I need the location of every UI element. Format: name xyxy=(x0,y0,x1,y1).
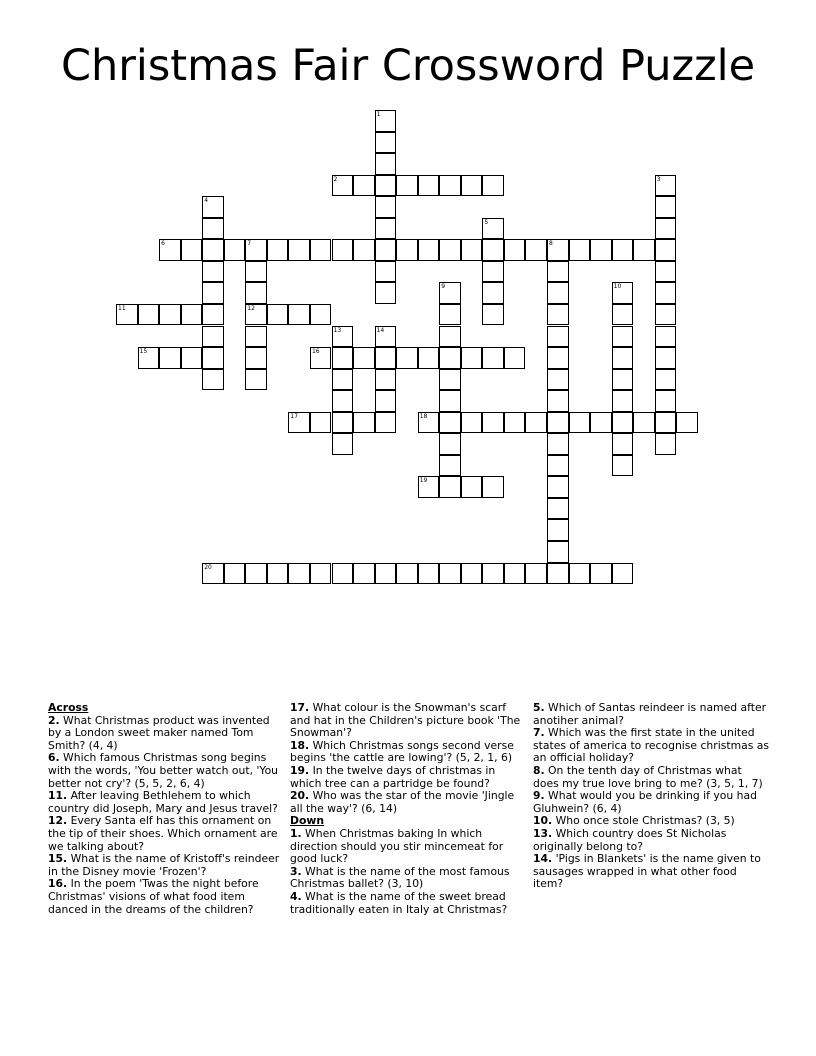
clue-number: 3 xyxy=(656,175,661,183)
clue-number: 11 xyxy=(118,304,126,312)
grid-cell[interactable] xyxy=(439,239,461,261)
grid-cell[interactable] xyxy=(224,239,246,261)
grid-cell[interactable] xyxy=(418,563,440,585)
grid-cell[interactable] xyxy=(439,412,461,434)
grid-cell[interactable] xyxy=(439,282,461,304)
clue xyxy=(290,765,526,790)
grid-cell[interactable] xyxy=(332,390,354,412)
grid-cell[interactable] xyxy=(288,412,310,434)
grid-cell[interactable] xyxy=(439,175,461,197)
clue-number: 12 xyxy=(247,304,255,312)
grid-cell[interactable] xyxy=(332,412,354,434)
grid-cell[interactable] xyxy=(655,390,677,412)
clue xyxy=(533,790,769,815)
grid-cell[interactable] xyxy=(676,412,698,434)
clue-text: 'Pigs in Blankets' is the name given to sausages wrapped in what other food item? xyxy=(533,852,761,891)
grid-cell[interactable] xyxy=(655,239,677,261)
page-title: Christmas Fair Crossword Puzzle xyxy=(60,41,756,91)
clues-column-2 xyxy=(290,702,526,916)
grid-cell[interactable] xyxy=(655,282,677,304)
grid-cell[interactable] xyxy=(116,304,138,326)
grid-cell[interactable] xyxy=(202,304,224,326)
grid-cell[interactable] xyxy=(655,326,677,348)
grid-cell[interactable] xyxy=(202,218,224,240)
grid-cell[interactable] xyxy=(547,433,569,455)
grid-cell[interactable] xyxy=(245,563,267,585)
grid-cell[interactable] xyxy=(482,175,504,197)
grid-cell[interactable] xyxy=(569,563,591,585)
clues-column-1 xyxy=(48,702,284,916)
grid-cell[interactable] xyxy=(482,218,504,240)
grid-cell[interactable] xyxy=(547,541,569,563)
clue xyxy=(48,853,284,878)
clue xyxy=(290,740,526,765)
grid-cell[interactable] xyxy=(612,347,634,369)
grid-cell[interactable] xyxy=(525,563,547,585)
clue-text: Who once stole Christmas? (3, 5) xyxy=(552,814,735,828)
clue xyxy=(290,790,526,815)
clue-text: Which of Santas reindeer is named after anotiher animal? xyxy=(533,701,767,727)
clue-number: 9 xyxy=(441,283,446,291)
clue xyxy=(290,702,526,740)
clue-text: Who was the star of the movie 'Jingle all the way'? (6, 14) xyxy=(290,789,515,815)
grid-cell[interactable] xyxy=(547,347,569,369)
grid-cell[interactable] xyxy=(332,369,354,391)
grid-cell[interactable] xyxy=(202,563,224,585)
clue xyxy=(48,878,284,916)
clue-number: 7 xyxy=(247,240,252,248)
clue xyxy=(48,815,284,853)
grid-cell[interactable] xyxy=(482,282,504,304)
grid-cell[interactable] xyxy=(245,347,267,369)
clue xyxy=(533,702,769,727)
grid-cell[interactable] xyxy=(375,563,397,585)
grid-cell[interactable] xyxy=(332,563,354,585)
grid-cell[interactable] xyxy=(396,239,418,261)
clue-label: 10. xyxy=(533,814,553,828)
clue-number: 20 xyxy=(204,563,212,571)
grid-cell[interactable] xyxy=(547,455,569,477)
clue-label: 18. xyxy=(290,738,310,752)
grid-cell[interactable] xyxy=(547,369,569,391)
clue xyxy=(290,828,526,866)
grid-cell[interactable] xyxy=(310,304,332,326)
grid-cell[interactable] xyxy=(396,175,418,197)
grid-cell[interactable] xyxy=(375,239,397,261)
grid-cell[interactable] xyxy=(245,369,267,391)
grid-cell[interactable] xyxy=(375,412,397,434)
grid-cell[interactable] xyxy=(547,563,569,585)
grid-cell[interactable] xyxy=(461,563,483,585)
grid-cell[interactable] xyxy=(310,412,332,434)
clue-text: Which country does St Nicholas originally belong to? xyxy=(533,826,727,853)
grid-cell[interactable] xyxy=(181,347,203,369)
grid-cell[interactable] xyxy=(547,239,569,261)
clue xyxy=(533,853,769,891)
grid-cell[interactable] xyxy=(418,239,440,261)
grid-cell[interactable] xyxy=(612,369,634,391)
grid-cell[interactable] xyxy=(288,563,310,585)
grid-cell[interactable] xyxy=(267,563,289,585)
clue xyxy=(533,727,769,765)
grid-cell[interactable] xyxy=(633,412,655,434)
grid-cell[interactable] xyxy=(353,412,375,434)
clue-number: 17 xyxy=(290,412,299,420)
grid-cell[interactable] xyxy=(181,239,203,261)
grid-cell[interactable] xyxy=(159,239,181,261)
grid-cell[interactable] xyxy=(547,519,569,541)
down-heading: Down xyxy=(290,814,325,828)
grid-cell[interactable] xyxy=(375,196,397,218)
grid-cell[interactable] xyxy=(655,261,677,283)
grid-cell[interactable] xyxy=(655,369,677,391)
grid-cell[interactable] xyxy=(332,347,354,369)
grid-cell[interactable] xyxy=(655,175,677,197)
grid-cell[interactable] xyxy=(612,390,634,412)
clue-label: 7. xyxy=(533,726,545,740)
grid-cell[interactable] xyxy=(181,304,203,326)
grid-cell[interactable] xyxy=(569,412,591,434)
grid-cell[interactable] xyxy=(547,282,569,304)
clue-number: 19 xyxy=(419,477,428,485)
grid-cell[interactable] xyxy=(439,476,461,498)
clue-text: Which Christmas songs second verse begins 'the cattle are lowing'? (5, 2, 1, 6) xyxy=(290,738,514,765)
grid-cell[interactable] xyxy=(439,326,461,348)
clue-text: Every Santa elf has this ornament on the tip of their shoes. Which ornament are we talking about? xyxy=(48,814,278,853)
grid-cell[interactable] xyxy=(353,239,375,261)
grid-cell[interactable] xyxy=(202,261,224,283)
clue-label: 17. xyxy=(290,701,310,714)
grid-cell[interactable] xyxy=(375,261,397,283)
grid-cell[interactable] xyxy=(418,347,440,369)
grid-cell[interactable] xyxy=(353,175,375,197)
grid-cell[interactable] xyxy=(396,563,418,585)
grid-cell[interactable] xyxy=(202,196,224,218)
grid-cell[interactable] xyxy=(245,239,267,261)
grid-cell[interactable] xyxy=(547,261,569,283)
clue-text: In the poem 'Twas the night before Christmas' visions of what food item danced in the dreams of the children? xyxy=(48,877,259,916)
grid-cell[interactable] xyxy=(353,563,375,585)
grid-cell[interactable] xyxy=(267,304,289,326)
grid-cell[interactable] xyxy=(461,347,483,369)
grid-cell[interactable] xyxy=(332,433,354,455)
grid-cell[interactable] xyxy=(547,412,569,434)
grid-cell[interactable] xyxy=(202,369,224,391)
clue-label: 9. xyxy=(533,789,545,803)
clue-label: 6. xyxy=(48,751,60,765)
clue-label: 20. xyxy=(290,789,310,803)
grid-cell[interactable] xyxy=(590,239,612,261)
clue-text: What colour is the Snowman's scarf and hat in the Children's picture book 'The Snowman'? xyxy=(290,701,521,740)
clue-text: After leaving Bethlehem to which country did Joseph, Mary and Jesus travel? xyxy=(48,789,278,815)
clue-text: What would you be drinking if you had Gluhwein? (6, 4) xyxy=(533,789,757,815)
grid-cell[interactable] xyxy=(655,196,677,218)
clue-number: 18 xyxy=(419,412,428,420)
grid-cell[interactable] xyxy=(655,304,677,326)
grid-cell[interactable] xyxy=(504,347,526,369)
grid-cell[interactable] xyxy=(310,347,332,369)
grid-cell[interactable] xyxy=(612,304,634,326)
grid-cell[interactable] xyxy=(375,369,397,391)
clues-column-3 xyxy=(533,702,769,891)
clue-number: 14 xyxy=(376,326,385,334)
clue-number: 13 xyxy=(333,326,342,334)
grid-cell[interactable] xyxy=(202,239,224,261)
grid-cell[interactable] xyxy=(482,412,504,434)
clue-label: 5. xyxy=(533,701,545,714)
grid-cell[interactable] xyxy=(547,476,569,498)
grid-cell[interactable] xyxy=(310,563,332,585)
grid-cell[interactable] xyxy=(159,304,181,326)
clue xyxy=(48,715,284,753)
grid-cell[interactable] xyxy=(375,110,397,132)
grid-cell[interactable] xyxy=(332,239,354,261)
grid-cell[interactable] xyxy=(375,390,397,412)
clue-text: What is the name of the most famous Christmas ballet? (3, 10) xyxy=(290,864,510,891)
clue-text: On the tenth day of Christmas what does my true love bring to me? (3, 5, 1, 7) xyxy=(533,763,763,790)
down-clue-list-continued xyxy=(533,702,769,891)
grid-cell[interactable] xyxy=(439,304,461,326)
clue-number: 16 xyxy=(311,348,320,356)
grid-cell[interactable] xyxy=(202,282,224,304)
clue-number: 10 xyxy=(613,283,622,291)
grid-cell[interactable] xyxy=(418,412,440,434)
grid-cell[interactable] xyxy=(525,239,547,261)
clue-label: 8. xyxy=(533,763,545,777)
grid-cell[interactable] xyxy=(655,347,677,369)
grid-cell[interactable] xyxy=(138,347,160,369)
grid-cell[interactable] xyxy=(547,304,569,326)
clue-label: 16. xyxy=(48,877,68,891)
clue-label: 3. xyxy=(290,864,302,878)
clue xyxy=(48,752,284,790)
across-heading: Across xyxy=(48,701,89,714)
grid-cell[interactable] xyxy=(245,304,267,326)
grid-cell[interactable] xyxy=(655,433,677,455)
grid-cell[interactable] xyxy=(439,369,461,391)
clue-label: 1. xyxy=(290,826,302,840)
grid-cell[interactable] xyxy=(375,132,397,154)
grid-cell[interactable] xyxy=(612,433,634,455)
clue-text: Which was the first state in the united states of america to recognise christmas as an official holiday? xyxy=(533,726,770,765)
clue xyxy=(48,790,284,815)
grid-cell[interactable] xyxy=(353,347,375,369)
grid-cell[interactable] xyxy=(612,412,634,434)
clue-text: What is the name of Kristoff's reindeer in the Disney movie 'Frozen'? xyxy=(48,852,280,878)
grid-cell[interactable] xyxy=(612,563,634,585)
clue-label: 2. xyxy=(48,713,60,727)
grid-cell[interactable] xyxy=(547,498,569,520)
grid-cell[interactable] xyxy=(547,390,569,412)
grid-cell[interactable] xyxy=(375,282,397,304)
grid-cell[interactable] xyxy=(439,563,461,585)
grid-cell[interactable] xyxy=(439,390,461,412)
grid-cell[interactable] xyxy=(138,304,160,326)
grid-cell[interactable] xyxy=(224,563,246,585)
across-clue-list-continued xyxy=(290,702,526,815)
grid-cell[interactable] xyxy=(396,347,418,369)
grid-cell[interactable] xyxy=(310,239,332,261)
clue-label: 12. xyxy=(48,814,68,828)
clue-text: In the twelve days of christmas in which tree can a partridge be found? xyxy=(290,763,496,790)
grid-cell[interactable] xyxy=(482,239,504,261)
grid-cell[interactable] xyxy=(655,412,677,434)
grid-cell[interactable] xyxy=(504,412,526,434)
clue xyxy=(290,866,526,891)
grid-cell[interactable] xyxy=(418,476,440,498)
grid-cell[interactable] xyxy=(504,563,526,585)
grid-cell[interactable] xyxy=(547,326,569,348)
clue-label: 11. xyxy=(48,789,68,803)
grid-cell[interactable] xyxy=(375,326,397,348)
grid-cell[interactable] xyxy=(245,282,267,304)
clue-text: What is the name of the sweet bread traditionally eaten in Italy at Christmas? xyxy=(290,889,508,916)
clue-number: 5 xyxy=(484,218,489,226)
clue xyxy=(290,891,526,916)
grid-cell[interactable] xyxy=(569,239,591,261)
grid-cell[interactable] xyxy=(288,239,310,261)
clue-label: 15. xyxy=(48,852,68,866)
grid-cell[interactable] xyxy=(612,282,634,304)
grid-cell[interactable] xyxy=(482,304,504,326)
grid-cell[interactable] xyxy=(482,476,504,498)
grid-cell[interactable] xyxy=(375,218,397,240)
grid-cell[interactable] xyxy=(159,347,181,369)
grid-cell[interactable] xyxy=(332,326,354,348)
grid-cell[interactable] xyxy=(461,175,483,197)
grid-cell[interactable] xyxy=(461,412,483,434)
clue-label: 13. xyxy=(533,826,553,840)
clue xyxy=(533,765,769,790)
clue-number: 1 xyxy=(376,111,381,118)
grid-cell[interactable] xyxy=(439,433,461,455)
clue-text: What Christmas product was invented by a London sweet maker named Tom Smith? (4, 4) xyxy=(48,713,270,752)
grid-cell[interactable] xyxy=(375,153,397,175)
grid-cell[interactable] xyxy=(525,412,547,434)
grid-cell[interactable] xyxy=(439,347,461,369)
grid-cell[interactable] xyxy=(590,412,612,434)
grid-cell[interactable] xyxy=(633,239,655,261)
down-clue-list xyxy=(290,828,526,916)
grid-cell[interactable] xyxy=(461,476,483,498)
grid-cell[interactable] xyxy=(439,455,461,477)
clue xyxy=(533,828,769,853)
grid-cell[interactable] xyxy=(245,261,267,283)
clue-text: When Christmas baking In which direction should you stir mincemeat for good luck? xyxy=(290,826,504,866)
grid-cell[interactable] xyxy=(461,239,483,261)
clue-number: 2 xyxy=(333,175,338,183)
grid-cell[interactable] xyxy=(332,175,354,197)
clue-number: 15 xyxy=(139,348,148,356)
clue-number: 6 xyxy=(161,240,165,248)
grid-cell[interactable] xyxy=(375,347,397,369)
grid-cell[interactable] xyxy=(375,175,397,197)
grid-cell[interactable] xyxy=(267,239,289,261)
clue-number: 4 xyxy=(204,197,209,205)
grid-cell[interactable] xyxy=(482,261,504,283)
grid-cell[interactable] xyxy=(612,239,634,261)
grid-cell[interactable] xyxy=(482,347,504,369)
grid-cell[interactable] xyxy=(504,239,526,261)
clue-text: Which famous Christmas song begins with the words, 'You better watch out, 'You better not cry'? (5, 5, 2, 6, 4) xyxy=(48,751,279,790)
clue-label: 14. xyxy=(533,852,553,866)
grid-cell[interactable] xyxy=(288,304,310,326)
grid-cell[interactable] xyxy=(612,326,634,348)
grid-cell[interactable] xyxy=(612,455,634,477)
grid-cell[interactable] xyxy=(245,326,267,348)
across-clue-list xyxy=(48,715,284,917)
grid-cell[interactable] xyxy=(202,347,224,369)
clue-label: 19. xyxy=(290,763,310,777)
grid-cell[interactable] xyxy=(655,218,677,240)
grid-cell[interactable] xyxy=(590,563,612,585)
grid-cell[interactable] xyxy=(418,175,440,197)
clue-number: 8 xyxy=(549,240,553,248)
clue-label: 4. xyxy=(290,889,302,903)
grid-cell[interactable] xyxy=(482,563,504,585)
grid-cell[interactable] xyxy=(202,326,224,348)
